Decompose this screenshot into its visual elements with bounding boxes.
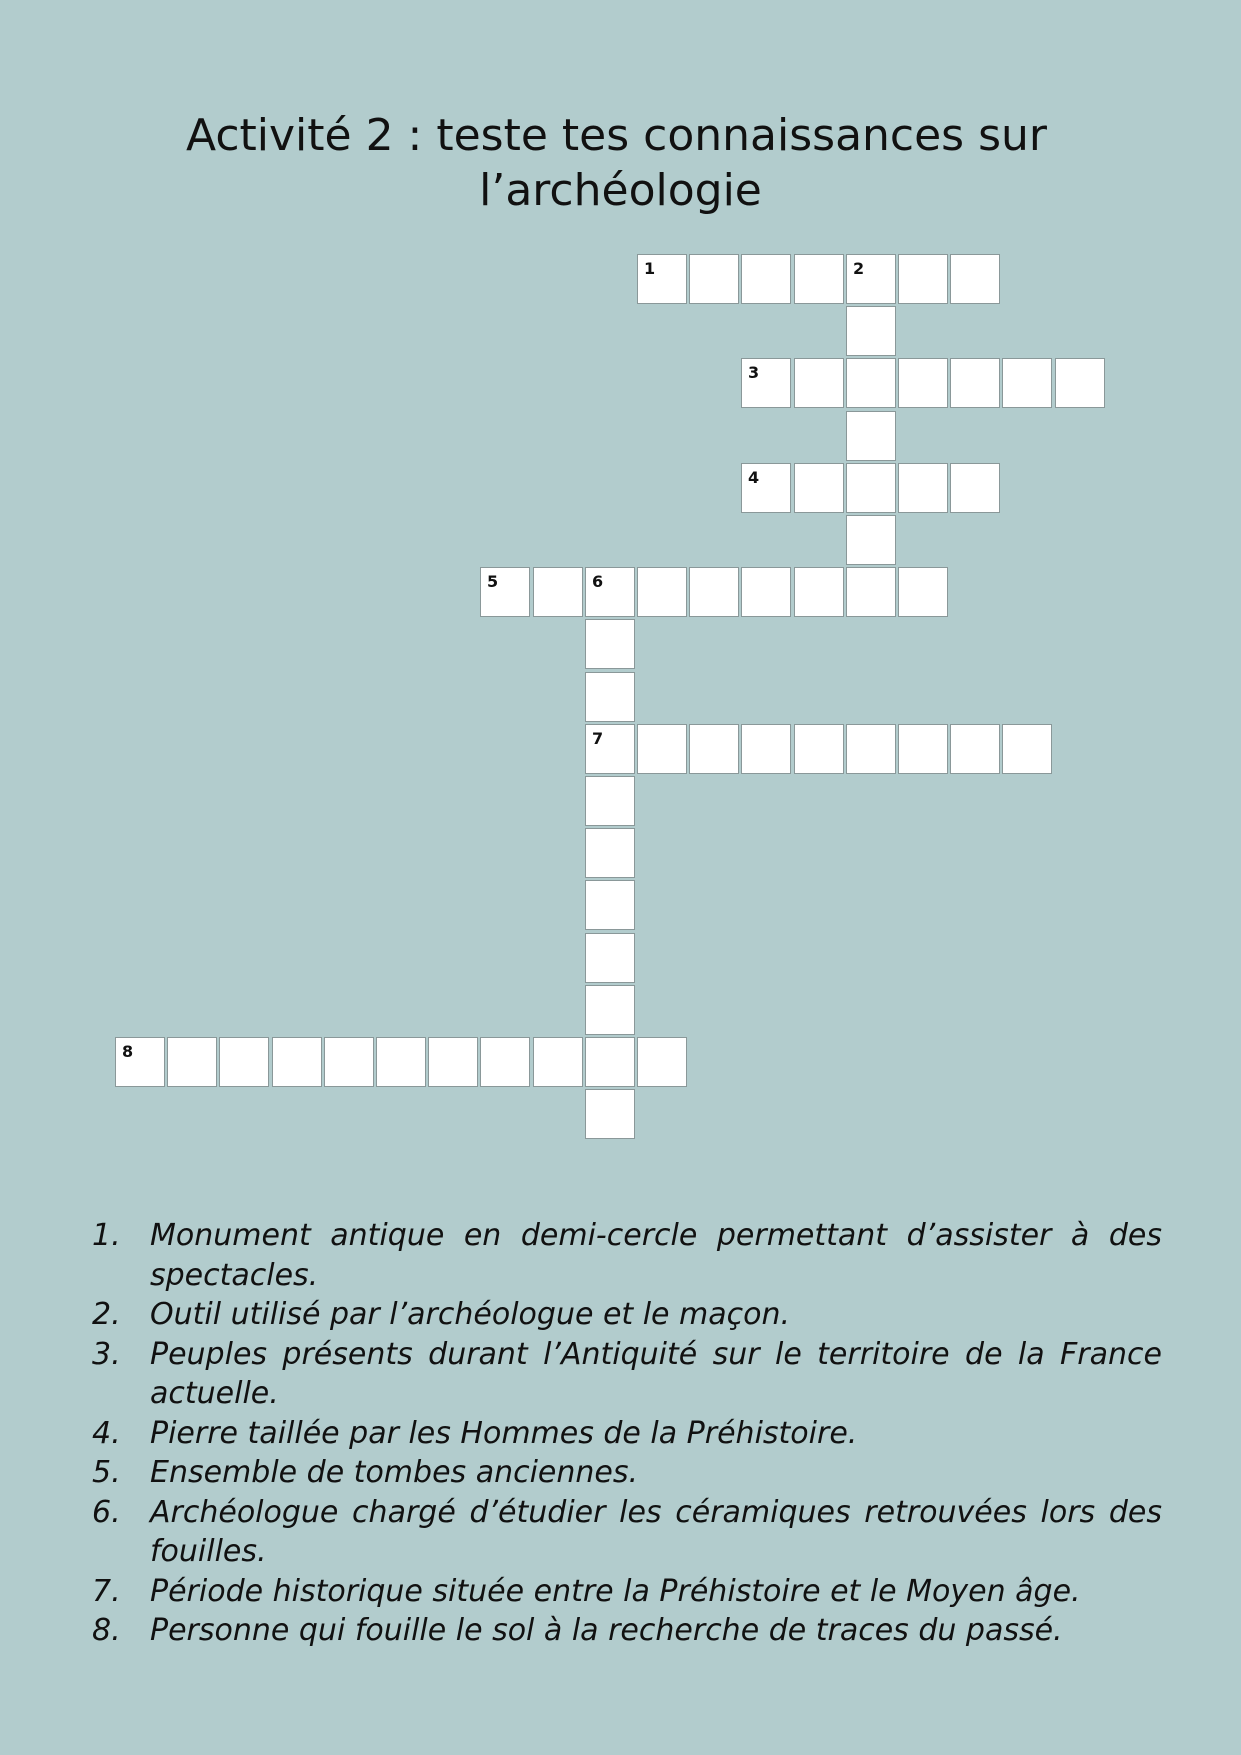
- clue-text: Personne qui fouille le sol à la recherche de traces du passé.: [150, 1613, 1063, 1648]
- clue-2: [92, 1295, 1162, 1335]
- clue-number: 6.: [92, 1494, 121, 1530]
- crossword-cell[interactable]: [846, 567, 896, 617]
- clue-7: [92, 1572, 1162, 1612]
- clue-text: Peuples présents durant l’Antiquité sur le territoire de la France actuelle.: [150, 1336, 1162, 1411]
- crossword-cell[interactable]: [794, 463, 844, 513]
- clue-3: [92, 1335, 1162, 1414]
- crossword-cell[interactable]: [1002, 724, 1052, 774]
- crossword-cell[interactable]: [376, 1037, 426, 1087]
- cell-number: 5: [487, 572, 499, 591]
- clue-5: [92, 1453, 1162, 1493]
- crossword-cell[interactable]: [272, 1037, 322, 1087]
- crossword-cell[interactable]: [533, 567, 583, 617]
- clue-number: 8.: [92, 1613, 121, 1648]
- crossword-cell[interactable]: [846, 306, 896, 356]
- clue-text: Période historique située entre la Préhistoire et le Moyen âge.: [150, 1573, 1081, 1609]
- cell-number: 6: [592, 572, 604, 591]
- crossword-cell[interactable]: [741, 254, 791, 304]
- cell-number: 2: [853, 259, 865, 278]
- crossword-cell[interactable]: [794, 724, 844, 774]
- crossword-cell[interactable]: [219, 1037, 269, 1087]
- crossword-cell[interactable]: [585, 567, 635, 617]
- clue-8: [92, 1611, 1162, 1651]
- cell-number: 7: [592, 729, 604, 748]
- crossword-cell[interactable]: [898, 567, 948, 617]
- crossword-cell[interactable]: [428, 1037, 478, 1087]
- crossword-cell[interactable]: [741, 463, 791, 513]
- clue-text: Pierre taillée par les Hommes de la Préhistoire.: [150, 1415, 858, 1451]
- crossword-cell[interactable]: [637, 567, 687, 617]
- crossword-cell[interactable]: [950, 724, 1000, 774]
- crossword-cell[interactable]: [324, 1037, 374, 1087]
- crossword-cell[interactable]: [794, 567, 844, 617]
- crossword-cell[interactable]: [689, 254, 739, 304]
- clue-list: [92, 1216, 1162, 1651]
- crossword-cell[interactable]: [585, 672, 635, 722]
- crossword-cell[interactable]: [585, 1037, 635, 1087]
- crossword-cell[interactable]: [741, 358, 791, 408]
- clue-number: 1.: [92, 1218, 121, 1253]
- clue-1: [92, 1216, 1162, 1295]
- crossword-cell[interactable]: [480, 1037, 530, 1087]
- clue-number: 3.: [92, 1336, 121, 1372]
- clue-number: 2.: [92, 1297, 121, 1332]
- crossword-cell[interactable]: [794, 358, 844, 408]
- crossword-cell[interactable]: [898, 463, 948, 513]
- crossword-cell[interactable]: [689, 567, 739, 617]
- crossword-cell[interactable]: [1055, 358, 1105, 408]
- crossword-cell[interactable]: [846, 411, 896, 461]
- crossword-cell[interactable]: [950, 254, 1000, 304]
- crossword-cell[interactable]: [898, 358, 948, 408]
- crossword-cell[interactable]: [794, 254, 844, 304]
- crossword-cell[interactable]: [741, 724, 791, 774]
- crossword-cell[interactable]: [585, 933, 635, 983]
- crossword-cell[interactable]: [585, 776, 635, 826]
- crossword-cell[interactable]: [637, 1037, 687, 1087]
- cell-number: 4: [748, 468, 760, 487]
- crossword-cell[interactable]: [950, 358, 1000, 408]
- crossword-cell[interactable]: [585, 985, 635, 1035]
- crossword-cell[interactable]: [585, 1089, 635, 1139]
- crossword-cell[interactable]: [585, 724, 635, 774]
- cell-number: 8: [122, 1042, 134, 1061]
- crossword-cell[interactable]: [846, 358, 896, 408]
- crossword-cell[interactable]: [1002, 358, 1052, 408]
- clue-number: 7.: [92, 1573, 121, 1609]
- title-line-2: l’archéologie: [479, 165, 762, 216]
- clue-text: Archéologue chargé d’étudier les céramiques retrouvées lors des fouilles.: [150, 1494, 1162, 1569]
- crossword-cell[interactable]: [585, 880, 635, 930]
- crossword-cell[interactable]: [637, 254, 687, 304]
- title-line-1: Activité 2 : teste tes connaissances sur: [186, 110, 1047, 161]
- clue-number: 4.: [92, 1415, 121, 1451]
- crossword-cell[interactable]: [585, 619, 635, 669]
- crossword-cell[interactable]: [950, 463, 1000, 513]
- crossword-cell[interactable]: [846, 724, 896, 774]
- clue-4: [92, 1414, 1162, 1454]
- cell-number: 1: [644, 259, 656, 278]
- crossword-cell[interactable]: [846, 463, 896, 513]
- crossword-cell[interactable]: [898, 724, 948, 774]
- crossword-cell[interactable]: [480, 567, 530, 617]
- clue-text: Monument antique en demi-cercle permettant d’assister à des spectacles.: [150, 1218, 1162, 1293]
- crossword-cell[interactable]: [846, 254, 896, 304]
- cell-number: 3: [748, 363, 760, 382]
- clue-text: Ensemble de tombes anciennes.: [150, 1455, 639, 1490]
- crossword-cell[interactable]: [637, 724, 687, 774]
- crossword-cell[interactable]: [741, 567, 791, 617]
- crossword-cell[interactable]: [898, 254, 948, 304]
- crossword-cell[interactable]: [689, 724, 739, 774]
- crossword-cell[interactable]: [115, 1037, 165, 1087]
- crossword-cell[interactable]: [585, 828, 635, 878]
- crossword-cell[interactable]: [533, 1037, 583, 1087]
- crossword-cell[interactable]: [846, 515, 896, 565]
- clue-text: Outil utilisé par l’archéologue et le maçon.: [150, 1297, 791, 1332]
- clue-6: [92, 1493, 1162, 1572]
- clue-number: 5.: [92, 1455, 121, 1490]
- crossword-cell[interactable]: [167, 1037, 217, 1087]
